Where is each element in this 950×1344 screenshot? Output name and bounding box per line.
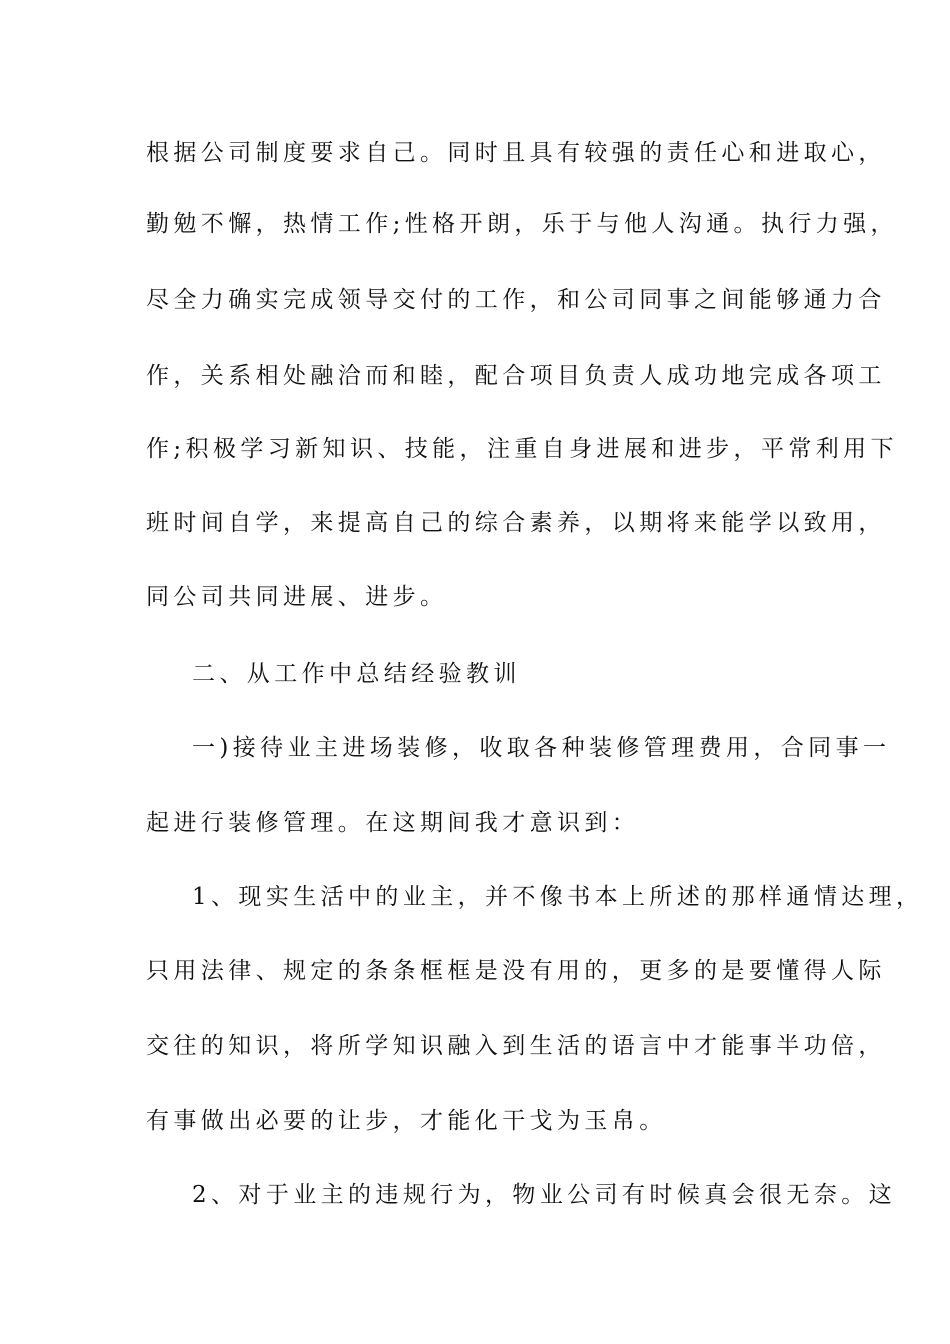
section-heading: 二、从工作中总结经验教训 [192,661,521,687]
paragraph-line: 起进行装修管理。在这期间我才意识到： [146,810,640,836]
paragraph-line: 尽全力确实完成领导交付的工作，和公司同事之间能够通力合 [146,287,886,313]
paragraph-line: 作;积极学习新知识、技能，注重自身进展和进步，平常利用下 [146,436,898,462]
paragraph-line: 班时间自学，来提高自己的综合素养，以期将来能学以致用， [146,510,886,536]
paragraph-line: 交往的知识，将所学知识融入到生活的语言中才能事半功倍， [146,1033,886,1059]
paragraph-line: 作，关系相处融洽而和睦，配合项目负责人成功地完成各项工 [146,363,886,389]
paragraph-line: 2、对于业主的违规行为，物业公司有时候真会很无奈。这 [192,1182,897,1208]
paragraph-line: 1、现实生活中的业主，并不像书本上所述的那样通情达理， [192,884,924,910]
paragraph-line: 勤勉不懈，热情工作;性格开朗，乐于与他人沟通。执行力强， [146,211,898,237]
paragraph-line: 一)接待业主进场装修，收取各种装修管理费用，合同事一 [192,735,891,761]
paragraph-line: 同公司共同进展、进步。 [146,584,448,610]
paragraph-line: 只用法律、规定的条条框框是没有用的，更多的是要懂得人际 [146,958,886,984]
paragraph-line: 根据公司制度要求自己。同时且具有较强的责任心和进取心， [146,140,886,166]
paragraph-line: 有事做出必要的让步，才能化干戈为玉帛。 [146,1108,667,1134]
